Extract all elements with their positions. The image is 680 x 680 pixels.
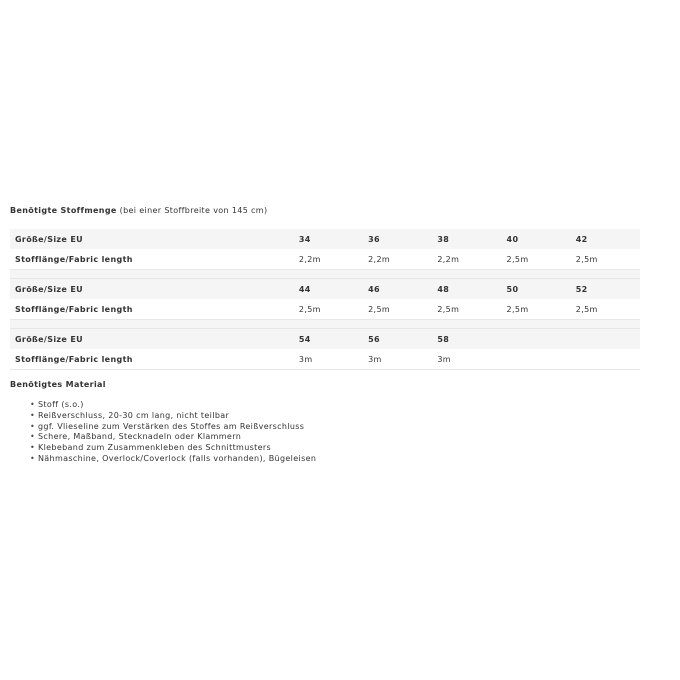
fabric-amount-heading [10,205,640,217]
fabric-length-cell: 3m [363,349,432,370]
fabric-length-cell: 2,2m [294,249,363,270]
fabric-length-cell: 2,5m [502,299,571,320]
size-cell: 38 [432,229,501,249]
size-cell: 44 [294,279,363,300]
fabric-length-cell: 3m [294,349,363,370]
fabric-length-label: Stofflänge/Fabric length [10,249,294,270]
fabric-length-cell: 2,5m [571,249,640,270]
size-cell: 46 [363,279,432,300]
size-cell [502,329,571,350]
fabric-length-cell: 2,2m [363,249,432,270]
size-cell: 40 [502,229,571,249]
list-item: • Nähmaschine, Overlock/Coverlock (falls vorhanden), Bügeleisen [30,454,640,465]
materials-list [10,400,640,465]
size-cell: 56 [363,329,432,350]
fabric-length-cell: 2,5m [432,299,501,320]
size-cell [571,329,640,350]
list-item: • Klebeband zum Zusammenkleben des Schnittmusters [30,443,640,454]
size-cell: 42 [571,229,640,249]
size-label: Größe/Size EU [10,279,294,300]
size-cell: 34 [294,229,363,249]
size-table [10,229,640,370]
list-item: • Stoff (s.o.) [30,400,640,411]
product-description [10,205,640,465]
fabric-length-cell [571,349,640,370]
fabric-length-row [10,349,640,370]
fabric-length-cell: 2,5m [294,299,363,320]
fabric-length-cell: 2,5m [571,299,640,320]
table-spacer [10,320,640,329]
fabric-width-note: (bei einer Stoffbreite von 145 cm) [119,206,268,215]
fabric-length-cell: 3m [432,349,501,370]
size-label: Größe/Size EU [10,229,294,249]
materials-heading: Benötigtes Material [10,380,106,389]
fabric-length-label: Stofflänge/Fabric length [10,299,294,320]
fabric-length-row [10,249,640,270]
size-row [10,229,640,249]
fabric-amount-title: Benötigte Stoffmenge [10,206,117,215]
fabric-length-cell: 2,5m [502,249,571,270]
fabric-length-label: Stofflänge/Fabric length [10,349,294,370]
fabric-length-cell [502,349,571,370]
list-item: • ggf. Vlieseline zum Verstärken des Stoffes am Reißverschluss [30,422,640,433]
size-row [10,329,640,350]
size-cell: 36 [363,229,432,249]
list-item: • Schere, Maßband, Stecknadeln oder Klammern [30,432,640,443]
list-item: • Reißverschluss, 20-30 cm lang, nicht teilbar [30,411,640,422]
size-label: Größe/Size EU [10,329,294,350]
size-cell: 52 [571,279,640,300]
size-cell: 48 [432,279,501,300]
size-cell: 58 [432,329,501,350]
size-cell: 54 [294,329,363,350]
fabric-length-row [10,299,640,320]
table-spacer [10,270,640,279]
size-row [10,279,640,300]
fabric-length-cell: 2,2m [432,249,501,270]
size-cell: 50 [502,279,571,300]
fabric-length-cell: 2,5m [363,299,432,320]
